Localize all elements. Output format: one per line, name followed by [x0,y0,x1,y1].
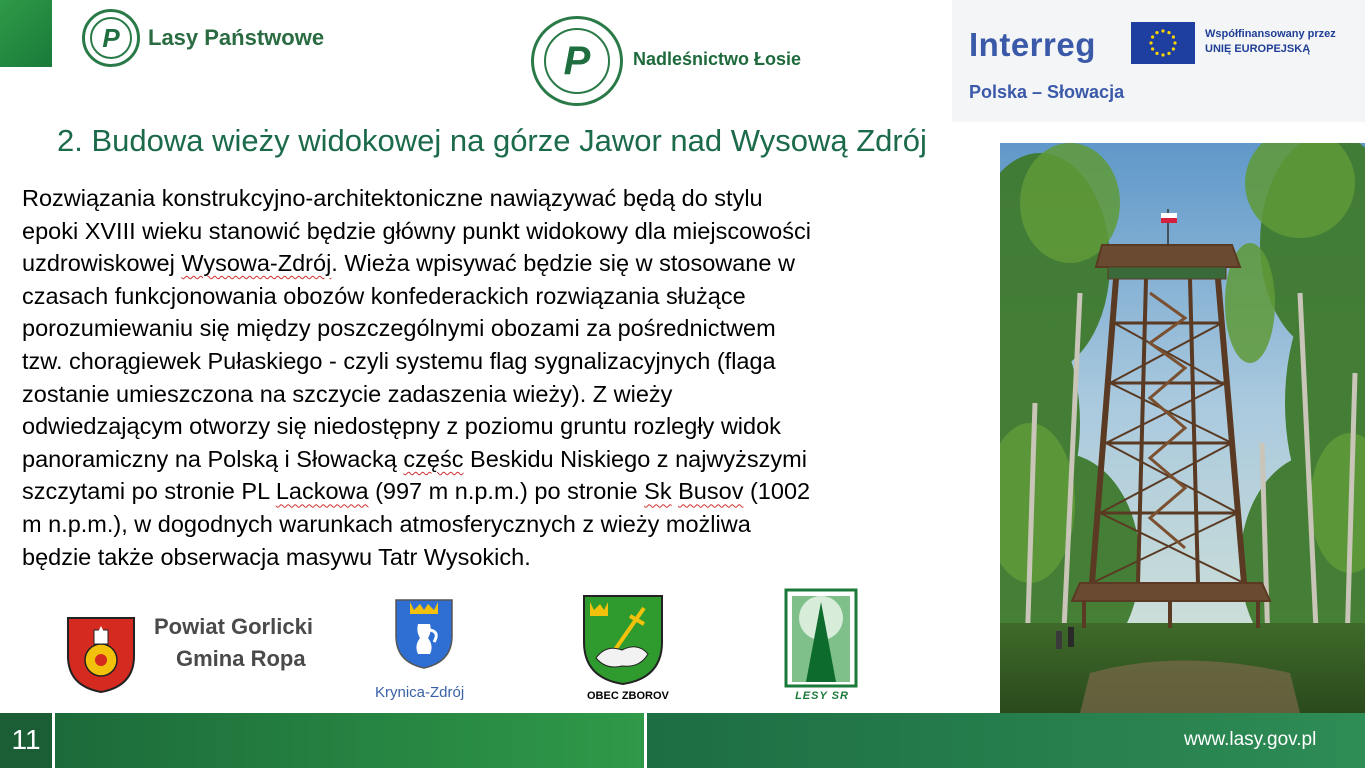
nadlesnictwo-seal-icon: P [531,16,623,106]
text-run: . Wieża wpisywać będzie się w stosowane w [331,250,795,277]
zborov-crest-icon [582,594,664,686]
body-line: porozumiewaniu się między poszczególnymi obozami za pośrednictwem [22,315,776,342]
body-line [22,475,957,508]
district-name: Nadleśnictwo Łosie [633,49,802,69]
gmina-name: Gmina Ropa [176,646,306,671]
body-line: odwiedzającym otworzy się niedostępny z poziomu gruntu rozległy widok [22,413,781,440]
slide-title: 2. Budowa wieży widokowej na górze Jawor nad Wysową Zdrój [57,123,927,158]
spellcheck-word: Sk [644,478,672,505]
powiat-gorlicki-crest-icon [66,616,136,694]
text-run: szczytami po stronie PL [22,478,276,505]
slide-number: 11 [11,724,41,755]
text-run: (1002 [743,478,811,505]
spellcheck-word: Lackowa [275,478,369,505]
body-line [22,443,957,476]
spellcheck-word: Wysowa-Zdrój [181,250,332,277]
body-line: zostanie umieszczona na szczycie zadaszenia wieży). Z wieży [22,380,673,407]
body-line [22,247,957,280]
lasy-panstwowe-seal-icon: P [82,9,140,67]
org-name: Lasy Państwowe [148,25,325,50]
zborov-name: OBEC ZBOROV [587,690,669,702]
lesy-sr-name: LESY SR [795,690,849,702]
body-line: epoki XVIII wieku stanowić będzie główny punkt widokowy dla miejscowości [22,217,811,244]
body-line: tzw. chorągiewek Pułaskiego - czyli systemu flag sygnalizacyjnych (flaga [22,347,776,374]
footer-bar [0,713,1365,768]
corner-accent-block [0,0,52,67]
eu-cofinance-line1: Współfinansowany przez [1205,28,1336,40]
powiat-name: Powiat Gorlicki [154,614,313,639]
krynica-crest-icon [394,598,454,670]
body-line: Rozwiązania konstrukcyjno-architektoniczne nawiązywać będą do stylu [22,185,763,211]
observation-tower-image [1000,143,1365,713]
eu-flag-icon [1131,22,1195,64]
program-region: Polska – Słowacja [969,82,1125,102]
spellcheck-word: częśc [403,445,464,472]
spellcheck-word: Busov [678,478,744,505]
body-line: czasach funkcjonowania obozów konfederackich rozwiązania służące [22,282,746,309]
body-line: będzie także obserwacja masywu Tatr Wysokich. [22,543,531,570]
krynica-name: Krynica-Zdrój [375,684,465,701]
body-line: m n.p.m.), w dogodnych warunkach atmosferycznych z wieży możliwa [22,510,751,537]
interreg-wordmark: Interreg [969,26,1096,63]
text-run: panoramiczny na Polską i Słowacką [22,445,404,472]
footer-band-left [55,713,644,768]
website-link[interactable]: www.lasy.gov.pl [1184,729,1317,750]
eu-cofinance-line2: UNIĘ EUROPEJSKĄ [1205,43,1311,55]
body-paragraph [22,182,957,573]
text-run: (997 m n.p.m.) po stronie [368,478,645,505]
text-run: uzdrowiskowej [22,250,182,277]
text-run: Beskidu Niskiego z najwyższymi [463,445,807,472]
